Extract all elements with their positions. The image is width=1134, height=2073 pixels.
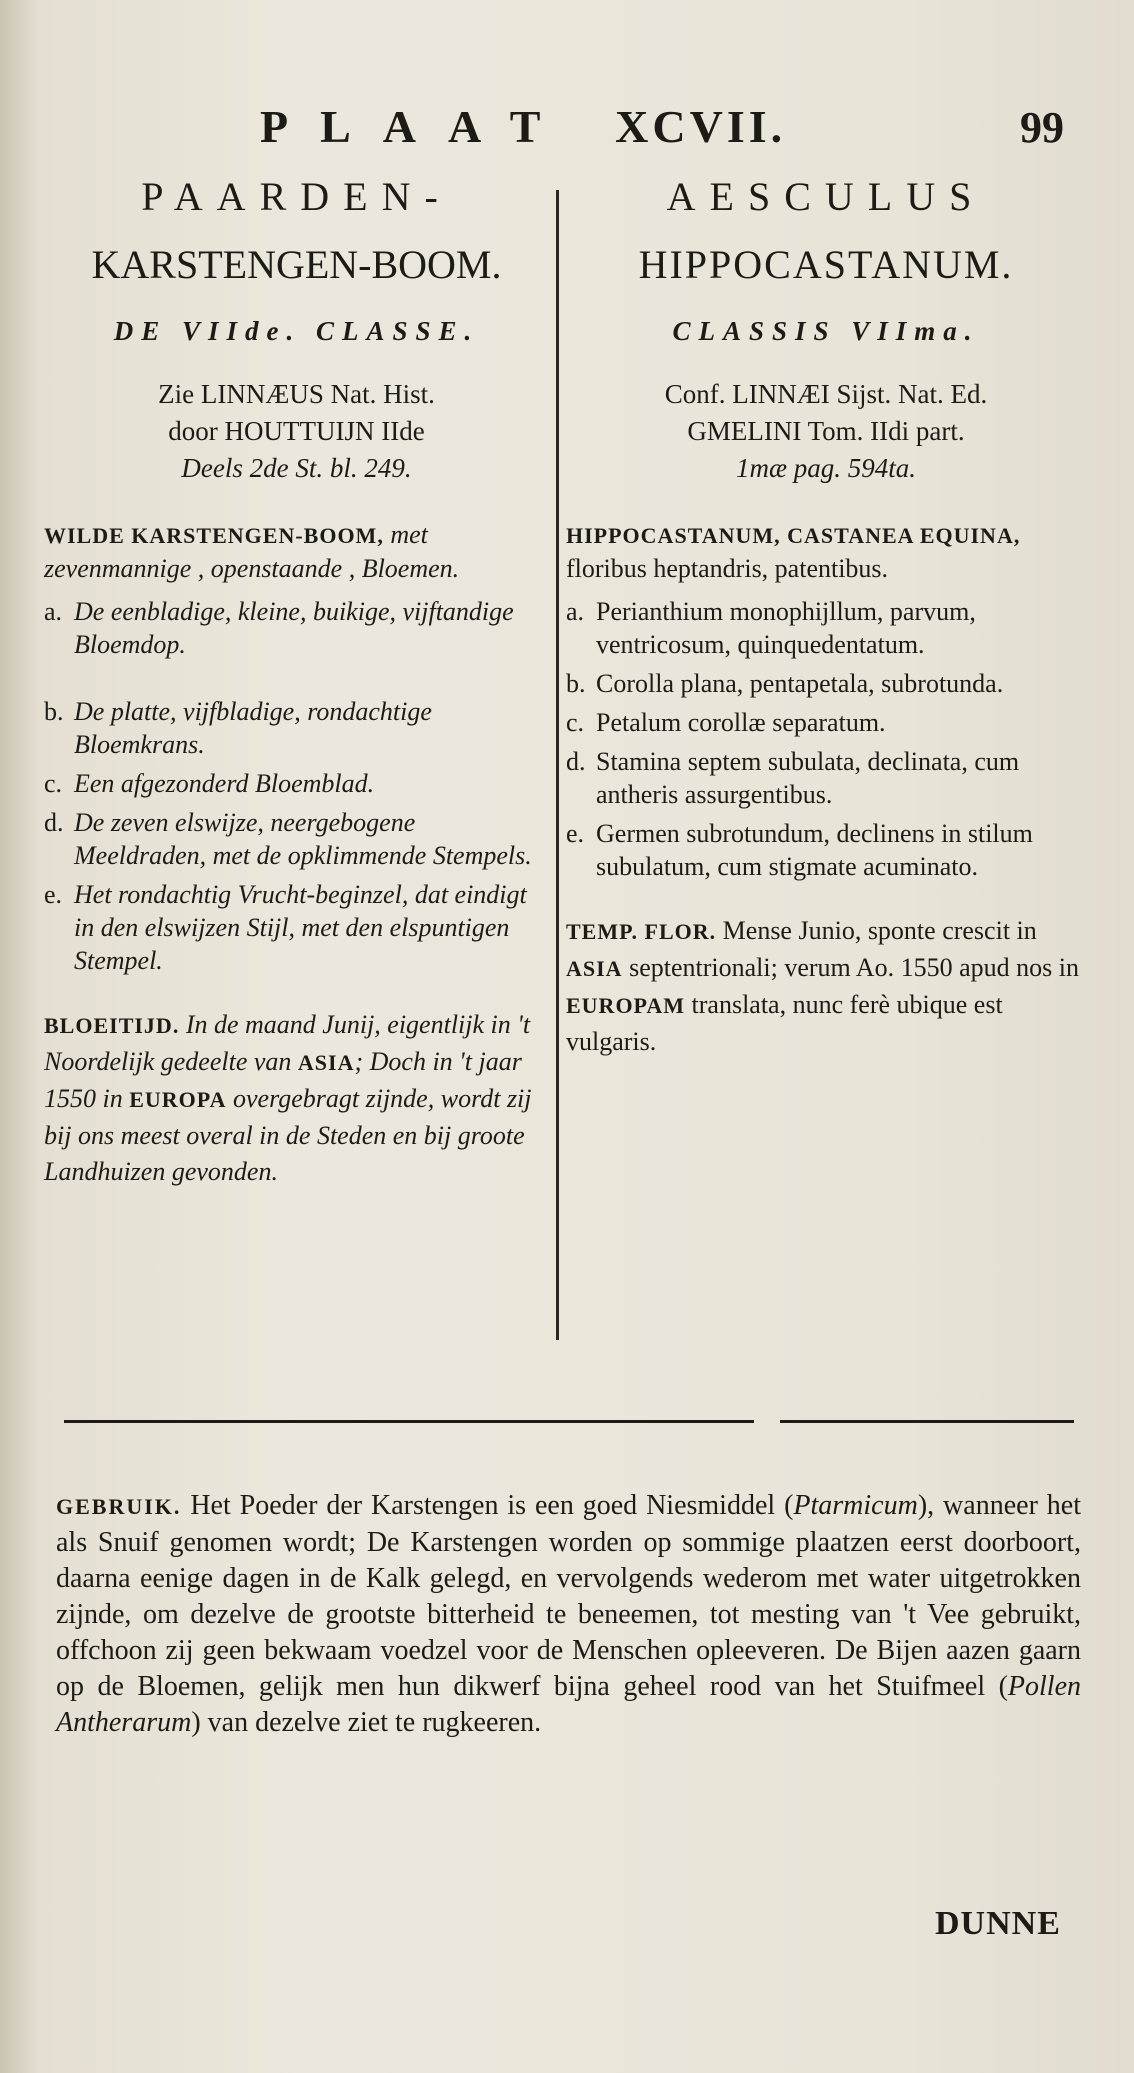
item-text: De zeven elswijze, neergebogene Meeldraden, met de opklimmende Stempels. xyxy=(74,808,532,870)
item-label: c. xyxy=(44,769,63,798)
dutch-ref-line2: door HOUTTUIJN IIde xyxy=(168,416,425,446)
item-text: Perianthium monophijllum, parvum, ventricosum, quinquedentatum. xyxy=(596,597,976,659)
latin-reference xyxy=(566,376,1086,488)
text-segment: ; Doch in 't jaar 1550 in xyxy=(44,1047,522,1113)
latin-flowering-time xyxy=(566,913,1086,1060)
text-segment: ) van dezelve ziet te rugkeeren. xyxy=(191,1707,542,1738)
item-text: Petalum corollæ separatum. xyxy=(596,708,886,737)
usage-label: GEBRUIK. xyxy=(56,1494,182,1519)
dutch-flowering-label: BLOEITIJD. xyxy=(44,1013,180,1038)
latin-title-line1: AESCULUS xyxy=(666,174,986,219)
dutch-flowering-time xyxy=(44,1007,549,1190)
dutch-column xyxy=(44,170,549,1190)
dutch-classe: DE VIIde. CLASSE. xyxy=(113,316,480,346)
latin-species-name: HIPPOCASTANUM, CASTANEA EQUINA, xyxy=(566,523,1021,548)
latin-ref-line3: 1mæ pag. 594ta. xyxy=(735,453,916,483)
dutch-item-e xyxy=(44,878,549,977)
text-segment: ASIA xyxy=(297,1050,355,1075)
plate-label: PLAAT xyxy=(260,101,572,152)
latin-item-a xyxy=(566,595,1086,661)
text-segment: translata, nunc ferè ubique est vulgaris. xyxy=(566,990,1003,1056)
plate-number: XCVII. xyxy=(615,101,787,152)
dutch-species-heading xyxy=(44,518,549,585)
text-segment: EUROPAM xyxy=(566,993,686,1018)
latin-species-heading xyxy=(566,518,1086,585)
text-segment: septentrionali; verum Ao. 1550 apud nos in xyxy=(629,953,1079,982)
dutch-title-line1: PAARDEN- xyxy=(141,174,452,219)
dutch-entries xyxy=(44,518,549,977)
item-label: c. xyxy=(566,708,585,737)
text-segment: Pollen Antherarum xyxy=(56,1671,1081,1738)
item-text: Een afgezonderd Bloemblad. xyxy=(74,769,375,798)
item-text: De platte, vijfbladige, rondachtige Bloemkrans. xyxy=(74,697,432,759)
dutch-item-a xyxy=(44,595,549,661)
item-label: d. xyxy=(566,747,586,776)
catchword: DUNNE xyxy=(935,1905,1061,1942)
text-segment: In de maand Junij, eigentlijk in 't Noordelijk gedeelte van xyxy=(44,1010,531,1076)
dutch-species-name: WILDE KARSTENGEN-BOOM, xyxy=(44,523,384,548)
latin-item-c xyxy=(566,706,1086,739)
text-segment: Mense Junio, sponte crescit in xyxy=(722,916,1037,945)
latin-column xyxy=(566,170,1086,1060)
latin-classis: CLASSIS VIIma. xyxy=(672,316,980,346)
latin-ref-line1: Conf. LINNÆI Sijst. Nat. Ed. xyxy=(664,379,988,409)
item-text: De eenbladige, kleine, buikige, vijftandige Bloemdop. xyxy=(74,597,514,659)
page-number: 99 xyxy=(1020,103,1064,152)
latin-flowering-label: TEMP. FLOR. xyxy=(566,919,717,944)
item-label: d. xyxy=(44,808,64,837)
latin-species-description: floribus heptandris, patentibus. xyxy=(566,554,889,583)
running-header xyxy=(0,100,1134,160)
latin-item-b xyxy=(566,667,1086,700)
item-text: Corolla plana, pentapetala, subrotunda. xyxy=(596,669,1004,698)
dutch-ref-line1: Zie LINNÆUS Nat. Hist. xyxy=(158,379,435,409)
latin-item-d xyxy=(566,745,1086,811)
item-label: b. xyxy=(566,669,586,698)
latin-title-line2: HIPPOCASTANUM. xyxy=(638,242,1014,287)
text-segment: ASIA xyxy=(566,956,623,981)
latin-item-e xyxy=(566,817,1086,883)
dutch-item-c xyxy=(44,767,549,800)
column-divider xyxy=(556,190,559,1340)
item-label: a. xyxy=(566,597,585,626)
plate-title xyxy=(260,100,786,153)
text-segment: EUROPA xyxy=(129,1087,227,1112)
item-label: b. xyxy=(44,697,64,726)
text-segment: Het Poeder der Karstengen is een goed Niesmiddel ( xyxy=(190,1490,794,1521)
dutch-species-description: met zevenmannige , openstaande , Bloemen. xyxy=(44,520,460,583)
item-label: e. xyxy=(44,880,63,909)
item-label: e. xyxy=(566,819,585,848)
latin-ref-line2: GMELINI Tom. IIdi part. xyxy=(687,416,965,446)
usage-paragraph xyxy=(56,1488,1081,1741)
dutch-item-b xyxy=(44,695,549,761)
text-segment: overgebragt zijnde, wordt zij bij ons meest overal in de Steden en bij groote Landhuizen gevonden. xyxy=(44,1084,532,1186)
item-text: Stamina septem subulata, declinata, cum antheris assurgentibus. xyxy=(596,747,1020,809)
text-segment: ), wanneer het als Snuif genomen wordt; De Karstengen worden op sommige plaatzen eerst doorboort, daarna eenige dagen in de Kalk gelegd, en vervolgends wederom met water uitgetrokken zijnde, om dezelve de grootste bitterheid te beneemen, tot mesting van 't Vee gebruikt, offchoon zij geen bekwaam voedzel voor de Menschen opleeveren. De Bijen aazen gaarn op de Bloemen, gelijk men hun dikwerf bijna geheel rood van het Stuifmeel ( xyxy=(56,1490,1081,1702)
dutch-ref-line3: Deels 2de St. bl. 249. xyxy=(181,453,412,483)
item-label: a. xyxy=(44,597,63,626)
dutch-item-d xyxy=(44,806,549,872)
latin-entries xyxy=(566,518,1086,883)
item-text: Het rondachtig Vrucht-beginzel, dat eindigt in den elswijzen Stijl, met den elspuntigen Stempel. xyxy=(74,880,527,975)
item-text: Germen subrotundum, declinens in stilum subulatum, cum stigmate acuminato. xyxy=(596,819,1033,881)
dutch-reference xyxy=(44,376,549,488)
dutch-title-line2: KARSTENGEN-BOOM. xyxy=(91,242,502,287)
section-rule-right xyxy=(780,1420,1074,1423)
text-segment: Ptarmicum xyxy=(793,1490,918,1521)
section-rule-left xyxy=(64,1420,754,1423)
